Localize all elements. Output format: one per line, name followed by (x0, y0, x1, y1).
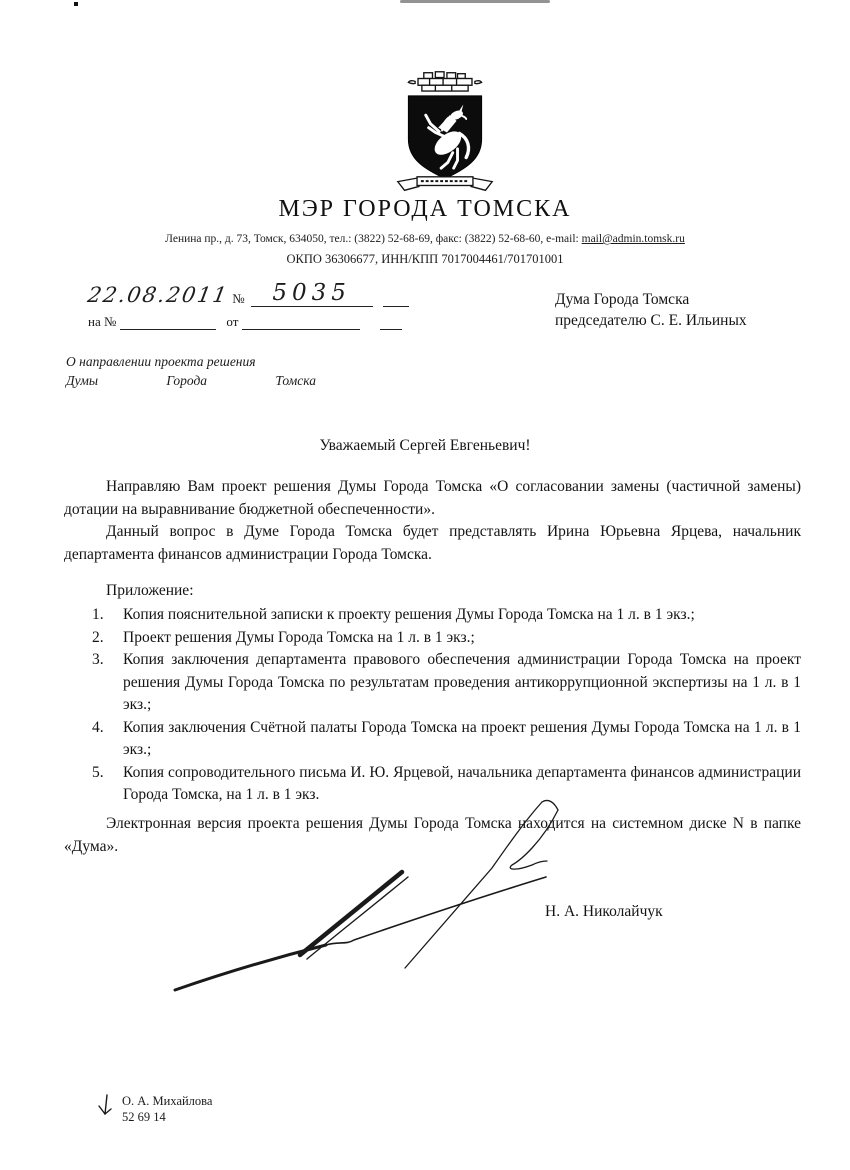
attachment-number: 1. (92, 606, 104, 623)
outgoing-number-field[interactable] (251, 280, 373, 307)
recipient-org: Дума Города Томска (555, 291, 690, 308)
subject-word: Думы (66, 373, 99, 388)
recipient-person: председателю С. Е. Ильиных (555, 312, 747, 329)
scan-smudge (400, 0, 550, 3)
org-codes-line: ОКПО 36306677, ИНН/КПП 7017004461/701701001 (286, 252, 564, 266)
subject-block (66, 352, 318, 390)
executor-name: О. А. Михайлова (122, 1094, 213, 1108)
body-paragraph-1 (64, 476, 801, 521)
recipient-block (555, 289, 747, 331)
body-paragraph-3-text: Электронная версия проекта решения Думы Города Томска находится на системном диске N в папке «Дума». (64, 815, 801, 855)
handwritten-date: 22.08.2011 (85, 283, 231, 307)
body-paragraph-2-text: Данный вопрос в Думе Города Томска будет представлять Ирина Юрьевна Ярцева, начальник департамента финансов администрации Города Томска. (64, 523, 801, 563)
reply-number-field[interactable] (120, 315, 216, 330)
org-address-line (0, 233, 850, 245)
attachments-list (92, 604, 801, 807)
body-paragraph-2 (64, 521, 801, 566)
org-name: МЭР ГОРОДА ТОМСКА (278, 196, 572, 222)
org-email-link[interactable]: mail@admin.tomsk.ru (581, 233, 685, 245)
attachment-text: Копия пояснительной записки к проекту решения Думы Города Томска на 1 л. в 1 экз.; (123, 606, 695, 623)
subject-line1: О направлении проекта решения (66, 354, 256, 369)
subject-line2 (66, 371, 316, 390)
blank-line-short[interactable] (383, 292, 409, 307)
attachment-number: 2. (92, 628, 104, 646)
subject-word: Томска (275, 373, 316, 388)
attachment-text: Копия заключения Счётной палаты Города Томска на проект решения Думы Города Томска на 1 л. в 1 экз.; (123, 718, 801, 758)
subject-word: Города (166, 373, 208, 388)
reply-number-label: на № (88, 314, 117, 329)
check-mark-icon (98, 1094, 114, 1120)
executor-phone: 52 69 14 (122, 1110, 166, 1124)
attachments-title: Приложение: (106, 582, 194, 599)
blank-line-short-2[interactable] (380, 315, 402, 330)
attachment-text: Проект решения Думы Города Томска на 1 л. в 1 экз.; (123, 628, 475, 646)
reply-from-label: от (226, 314, 239, 329)
tomsk-coat-of-arms-icon (392, 70, 498, 194)
salutation: Уважаемый Сергей Евгеньевич! (319, 437, 531, 454)
attachment-text: Копия заключения департамента правового обеспечения администрации Города Томска на проект решения Думы Города Томска по результатам проведения антикоррупционной экспертизы на 1 л. в 1 экз.; (123, 651, 801, 713)
attachment-number: 4. (92, 718, 104, 736)
handwritten-number: 5035 (272, 280, 351, 306)
body-paragraph-1-text: Направляю Вам проект решения Думы Города Томска «О согласовании замены (частичной замены) дотации на выравнивание бюджетной обеспеченности». (64, 478, 801, 518)
org-address-text: Ленина пр., д. 73, Томск, 634050, тел.: (3822) 52-68-69, факс: (3822) 52-68-60, e-mail: (165, 233, 582, 245)
attachment-item (92, 649, 801, 717)
attachment-item (92, 627, 801, 650)
attachment-item (92, 604, 801, 627)
attachment-item (92, 717, 801, 762)
attachment-number: 3. (92, 651, 104, 668)
number-sign-label: № (232, 291, 245, 306)
attachment-number: 5. (92, 763, 104, 781)
reference-row-reply (88, 314, 402, 330)
attachment-text: Копия сопроводительного письма И. Ю. Ярцевой, начальника департамента финансов администрации Города Томска, на 1 л. в 1 экз. (123, 763, 801, 803)
reference-row-date-number (85, 280, 409, 307)
scan-speck (74, 2, 78, 6)
handwritten-signature-icon (140, 798, 610, 1003)
signatory-name: Н. А. Николайчук (545, 903, 663, 920)
reply-date-field[interactable] (242, 315, 360, 330)
executor-block (122, 1093, 212, 1125)
